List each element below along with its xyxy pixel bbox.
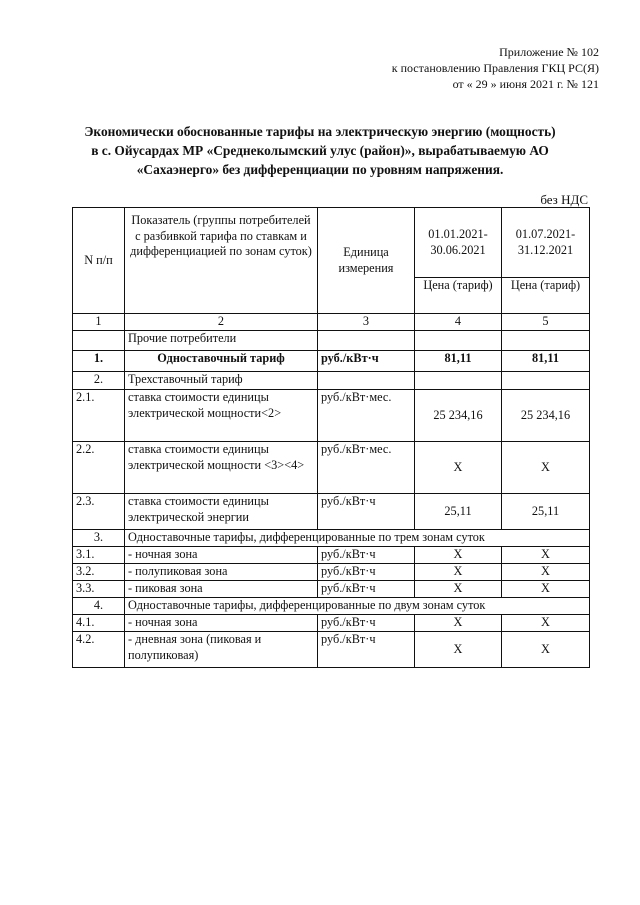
table-row [73,442,590,494]
header-indicator: Показатель (группы потребителей с разбивкой тарифа по ставкам и дифференциацией по зонам суток) [125,208,318,314]
row-value-1: 81,11 [415,351,502,372]
table-row [73,547,590,564]
row-name: Трехставочный тариф [125,372,318,390]
row-unit: руб./кВт·ч [318,632,415,668]
section-4-header [73,598,590,615]
row-value-1: Х [415,581,502,598]
col-number: 2 [125,314,318,331]
section-4-num: 4. [73,598,125,615]
row-value-1 [415,372,502,390]
appendix-line-1: Приложение № 102 [499,45,599,59]
row-num: 4.1. [73,615,125,632]
row-num: 2.2. [73,442,125,494]
row-num: 3.3. [73,581,125,598]
row-name: - дневная зона (пиковая и полупиковая) [125,632,318,668]
row-name: - ночная зона [125,547,318,564]
row-value-2: 81,11 [502,351,590,372]
table-row [73,494,590,530]
section-3-label: Одноставочные тарифы, дифференцированные по трем зонам суток [125,530,590,547]
table-row [73,372,590,390]
row-unit: руб./кВт·мес. [318,442,415,494]
row-value-2: 25,11 [502,494,590,530]
row-value-1: 25,11 [415,494,502,530]
row-num: 3.1. [73,547,125,564]
group-other-label: Прочие потребители [125,331,318,351]
row-value-2 [502,372,590,390]
appendix-header [392,44,599,92]
row-name: ставка стоимости единицы электрической энергии [125,494,318,530]
title-line-1: Экономически обоснованные тарифы на электрическую энергию (мощность) [84,124,556,139]
appendix-line-3: от « 29 » июня 2021 г. № 121 [452,77,599,91]
table-row [73,632,590,668]
row-num: 2.1. [73,390,125,442]
table-row [73,390,590,442]
row-num: 3.2. [73,564,125,581]
header-period-1: 01.01.2021-30.06.2021 [415,208,502,278]
header-price-1: Цена (тариф) [415,278,502,314]
row-value-1: 25 234,16 [415,390,502,442]
table-row [73,351,590,372]
group-row-other [73,331,590,351]
row-num: 2. [73,372,125,390]
row-name: - ночная зона [125,615,318,632]
section-3-num: 3. [73,530,125,547]
row-value-2: Х [502,581,590,598]
header-period-2: 01.07.2021-31.12.2021 [502,208,590,278]
row-value-1: Х [415,615,502,632]
row-value-1: Х [415,547,502,564]
table-row [73,615,590,632]
col-number: 5 [502,314,590,331]
row-unit: руб./кВт·мес. [318,390,415,442]
row-unit: руб./кВт·ч [318,564,415,581]
header-unit: Единица измерения [318,208,415,314]
row-value-1: Х [415,632,502,668]
table-row [73,564,590,581]
row-value-2: Х [502,632,590,668]
row-name: ставка стоимости единицы электрической мощности <3><4> [125,442,318,494]
appendix-line-2: к постановлению Правления ГКЦ РС(Я) [391,61,599,75]
row-unit: руб./кВт·ч [318,581,415,598]
header-num: N п/п [73,208,125,314]
row-unit: руб./кВт·ч [318,351,415,372]
vat-note: без НДС [540,192,588,207]
row-value-2: Х [502,564,590,581]
title-line-2: в с. Ойусардах МР «Среднеколымский улус (район)», вырабатываемую АО [91,143,549,158]
section-4-label: Одноставочные тарифы, дифференцированные по двум зонам суток [125,598,590,615]
row-name: ставка стоимости единицы электрической мощности<2> [125,390,318,442]
col-number: 1 [73,314,125,331]
col-number: 3 [318,314,415,331]
column-numbers-row [73,314,590,331]
row-name: - полупиковая зона [125,564,318,581]
row-unit: руб./кВт·ч [318,547,415,564]
document-title [40,122,600,179]
row-unit: руб./кВт·ч [318,494,415,530]
title-line-3: «Сахаэнерго» без дифференциации по уровням напряжения. [136,162,504,177]
col-number: 4 [415,314,502,331]
row-value-2: Х [502,547,590,564]
row-num: 4.2. [73,632,125,668]
row-value-1: Х [415,564,502,581]
header-price-2: Цена (тариф) [502,278,590,314]
row-num: 1. [73,351,125,372]
section-3-header [73,530,590,547]
tariff-table [72,207,590,668]
row-value-2: Х [502,442,590,494]
row-name: Одноставочный тариф [125,351,318,372]
header-row [73,208,590,278]
row-name: - пиковая зона [125,581,318,598]
row-value-1: Х [415,442,502,494]
row-unit [318,372,415,390]
row-value-2: Х [502,615,590,632]
row-value-2: 25 234,16 [502,390,590,442]
table-row [73,581,590,598]
row-num: 2.3. [73,494,125,530]
row-unit: руб./кВт·ч [318,615,415,632]
